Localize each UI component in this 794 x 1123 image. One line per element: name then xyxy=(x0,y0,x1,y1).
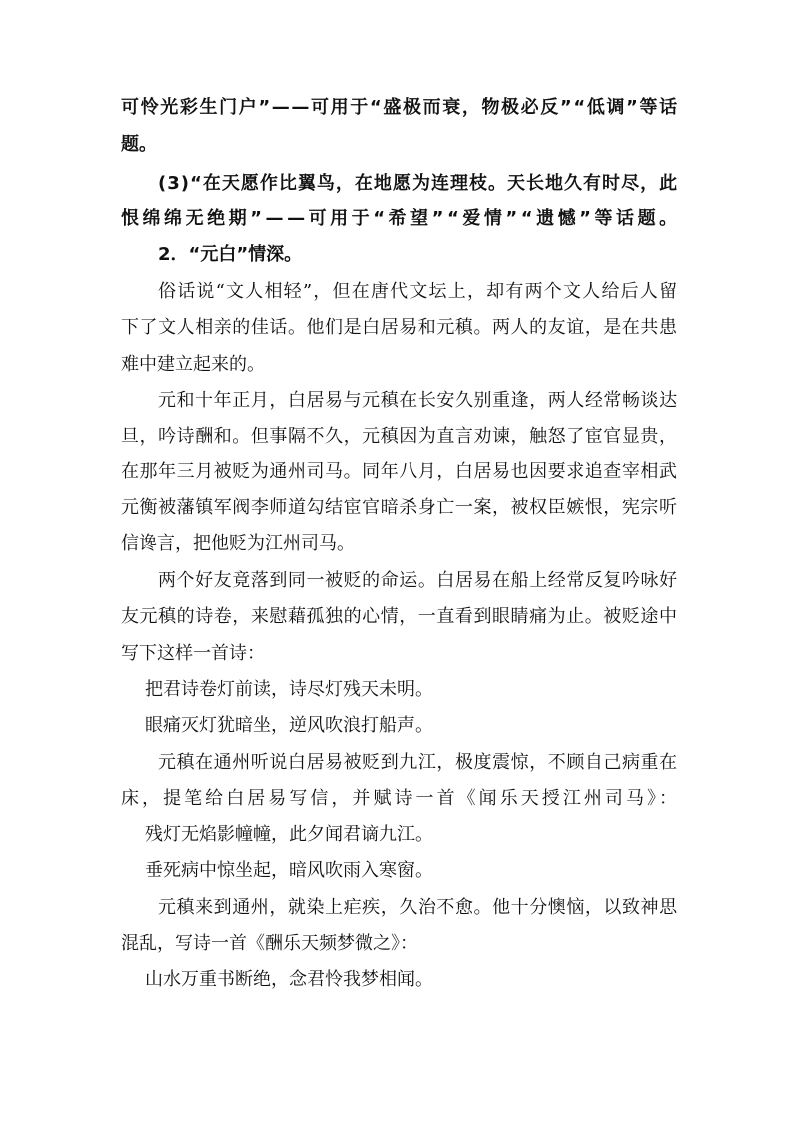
text-line: 题。 xyxy=(121,134,157,155)
section-heading: 2．“元白”情深。 xyxy=(158,244,303,265)
text-line: 难中建立起来的。 xyxy=(121,354,265,375)
text-line: 友元稹的诗卷，来慰藉孤独的心情，一直看到眼睛痛为止。被贬途中 xyxy=(121,606,678,627)
poem-line: 垂死病中惊坐起，暗风吹雨入寒窗。 xyxy=(145,860,433,881)
text-line: 写下这样一首诗： xyxy=(121,643,265,664)
text-line: 在那年三月被贬为通州司马。同年八月，白居易也因要求追查宰相武 xyxy=(121,461,678,482)
text-line: 两个好友竟落到同一被贬的命运。白居易在船上经常反复吟咏好 xyxy=(158,570,678,591)
text-line: 元稹来到通州，就染上疟疾，久治不愈。他十分懊恼，以致神思 xyxy=(158,897,678,918)
text-line: 可怜光彩生门户”——可用于“盛极而衰，物极必反”“低调”等话 xyxy=(121,97,679,118)
poem-line: 把君诗卷灯前读，诗尽灯残天未明。 xyxy=(145,679,433,700)
text-line: 俗话说“文人相轻”，但在唐代文坛上，却有两个文人给后人留 xyxy=(158,281,679,302)
text-line: 元稹在通州听说白居易被贬到九江，极度震惊，不顾自己病重在 xyxy=(158,752,678,773)
poem-line: 残灯无焰影幢幢，此夕闻君谪九江。 xyxy=(145,824,433,845)
text-line: 信谗言，把他贬为江州司马。 xyxy=(121,533,355,554)
text-line: (3)“在天愿作比翼鸟，在地愿为连理枝。天长地久有时尽，此 xyxy=(158,173,679,194)
text-line: 床，提笔给白居易写信，并赋诗一首《闻乐天授江州司马》： xyxy=(121,788,681,809)
text-line: 元和十年正月，白居易与元稹在长安久别重逢，两人经常畅谈达 xyxy=(158,390,678,411)
text-line: 下了文人相亲的佳话。他们是白居易和元稹。两人的友谊，是在共患 xyxy=(121,317,678,338)
text-line: 元衡被藩镇军阀李师道勾结宦官暗杀身亡一案，被权臣嫉恨，宪宗听 xyxy=(121,497,678,518)
poem-line: 眼痛灭灯犹暗坐，逆风吹浪打船声。 xyxy=(145,715,433,736)
poem-line: 山水万重书断绝，念君怜我梦相闻。 xyxy=(145,969,433,990)
text-line: 旦，吟诗酬和。但事隔不久，元稹因为直言劝谏，触怒了宦官显贵， xyxy=(121,426,678,447)
text-line: 混乱，写诗一首《酬乐天频梦微之》： xyxy=(121,933,418,954)
text-line: 恨绵绵无绝期”——可用于“希望”“爱情”“遗憾”等话题。 xyxy=(121,208,681,229)
